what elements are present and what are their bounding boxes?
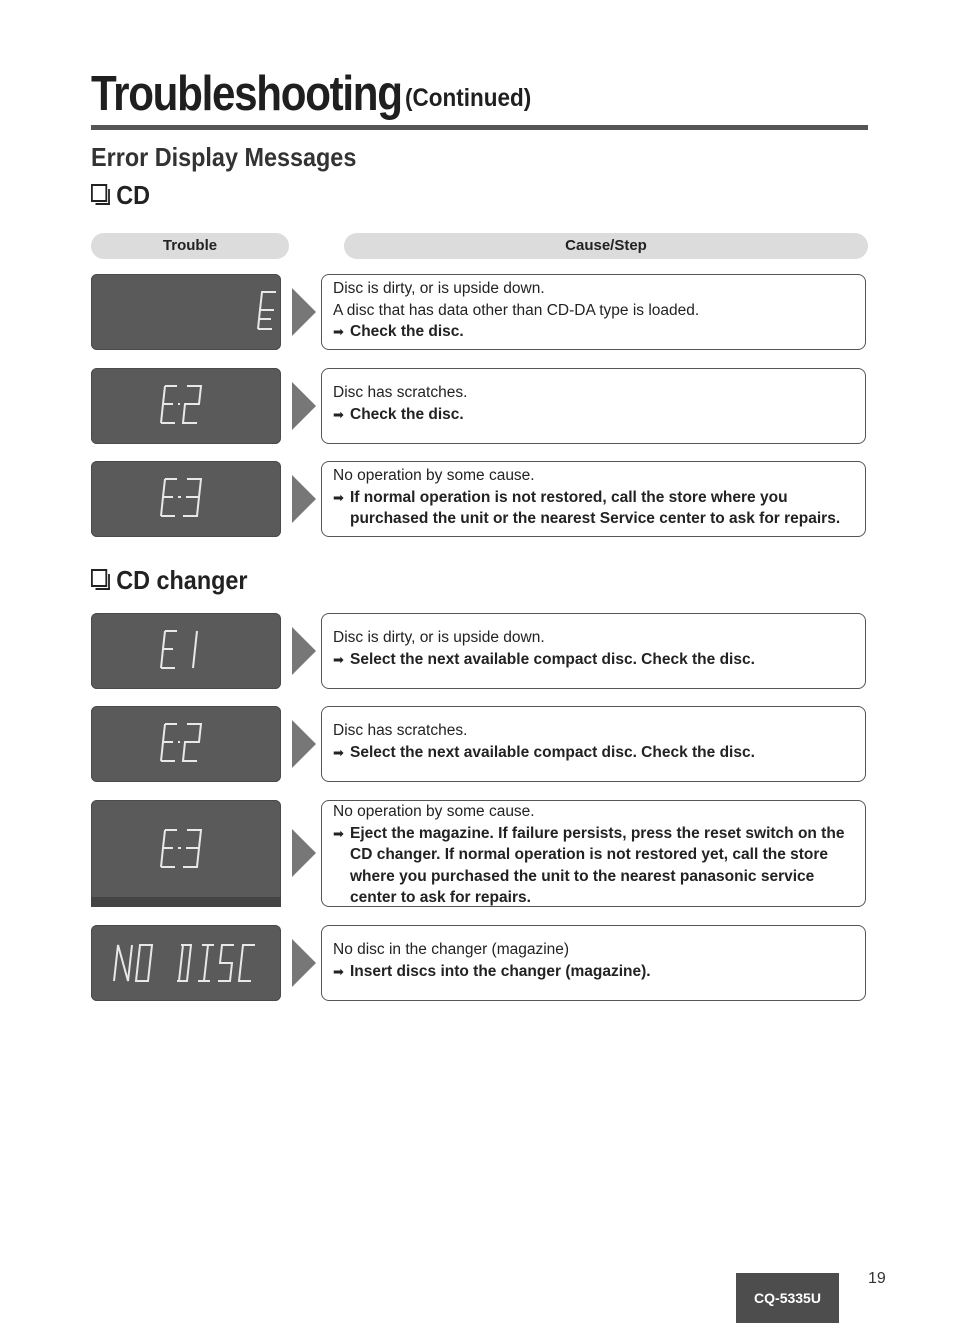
arrow-right-icon: ➡ bbox=[333, 406, 344, 422]
cause-text: No operation by some cause. bbox=[333, 467, 535, 484]
cause-text: No disc in the changer (magazine) bbox=[333, 941, 570, 958]
cause-box bbox=[321, 461, 866, 537]
step-text: ➡ Select the next available compact disc. Check the disc. bbox=[333, 742, 853, 764]
step-text: ➡ Check the disc. bbox=[333, 321, 853, 343]
row-arrow-icon bbox=[292, 939, 316, 987]
cause-text: Disc is dirty, or is upside down. bbox=[333, 629, 545, 646]
trouble-column-header: Trouble bbox=[91, 233, 289, 259]
row-arrow-icon bbox=[292, 288, 316, 336]
lcd-no-disc-icon bbox=[91, 925, 281, 1001]
checkbox-bullet-icon bbox=[91, 184, 107, 202]
lcd-e1-icon bbox=[91, 613, 281, 689]
lcd-display-e1 bbox=[91, 613, 281, 689]
lcd-e3-icon bbox=[91, 461, 281, 537]
title-rule bbox=[91, 125, 868, 130]
cause-box bbox=[321, 274, 866, 350]
cd-heading-label: CD bbox=[116, 180, 151, 210]
step-text: ➡ Select the next available compact disc. Check the disc. bbox=[333, 649, 853, 671]
lcd-display-e2 bbox=[91, 706, 281, 782]
step-text: ➡ Check the disc. bbox=[333, 404, 853, 426]
arrow-right-icon: ➡ bbox=[333, 963, 344, 979]
lcd-display-e3 bbox=[91, 800, 281, 907]
cd-heading bbox=[91, 180, 150, 211]
section-title: Error Display Messages bbox=[91, 142, 357, 172]
cause-box bbox=[321, 613, 866, 689]
page-title-suffix: (Continued) bbox=[405, 84, 532, 112]
cause-box bbox=[321, 925, 866, 1001]
arrow-right-icon: ➡ bbox=[333, 825, 344, 841]
page-number: 19 bbox=[868, 1270, 886, 1287]
row-arrow-icon bbox=[292, 829, 316, 877]
cause-box bbox=[321, 706, 866, 782]
row-arrow-icon bbox=[292, 382, 316, 430]
cause-box bbox=[321, 368, 866, 444]
row-arrow-icon bbox=[292, 720, 316, 768]
cause-box bbox=[321, 800, 866, 907]
cause-text: No operation by some cause. bbox=[333, 803, 535, 820]
arrow-right-icon: ➡ bbox=[333, 324, 344, 339]
arrow-right-icon: ➡ bbox=[333, 489, 344, 505]
step-text: ➡ If normal operation is not restored, call the store where you purchased the unit or the nearest Service center to ask for repairs. bbox=[333, 488, 841, 527]
arrow-right-icon: ➡ bbox=[333, 744, 344, 760]
checkbox-bullet-icon bbox=[91, 569, 107, 587]
arrow-right-icon: ➡ bbox=[333, 651, 344, 667]
cd-changer-heading bbox=[91, 565, 248, 596]
lcd-display-e3 bbox=[91, 461, 281, 537]
cd-changer-heading-label: CD changer bbox=[116, 565, 248, 595]
row-arrow-icon bbox=[292, 475, 316, 523]
cause-text: Disc is dirty, or is upside down. bbox=[333, 280, 545, 297]
lcd-e3-icon bbox=[91, 800, 281, 907]
step-text: ➡ Eject the magazine. If failure persists, press the reset switch on the CD changer. If normal operation is not restored yet, call the store where you purchased the unit to the nearest panasonic service center to ask for repairs. bbox=[333, 824, 845, 906]
lcd-e1-icon bbox=[91, 274, 281, 350]
model-number-tab: CQ-5335U bbox=[736, 1273, 839, 1323]
lcd-display-e2 bbox=[91, 368, 281, 444]
cause-text: Disc has scratches. bbox=[333, 722, 468, 739]
lcd-display-e1 bbox=[91, 274, 281, 350]
step-text: ➡ Insert discs into the changer (magazine). bbox=[333, 961, 853, 983]
lcd-e2-icon bbox=[91, 368, 281, 444]
lcd-display-no-disc bbox=[91, 925, 281, 1001]
cause-column-header: Cause/Step bbox=[344, 233, 868, 259]
row-arrow-icon bbox=[292, 627, 316, 675]
cause-text: Disc has scratches. bbox=[333, 384, 468, 401]
page-title-row bbox=[91, 66, 532, 122]
cause-text: A disc that has data other than CD-DA type is loaded. bbox=[333, 301, 700, 319]
lcd-e2-icon bbox=[91, 706, 281, 782]
page-title: Troubleshooting bbox=[91, 67, 402, 121]
